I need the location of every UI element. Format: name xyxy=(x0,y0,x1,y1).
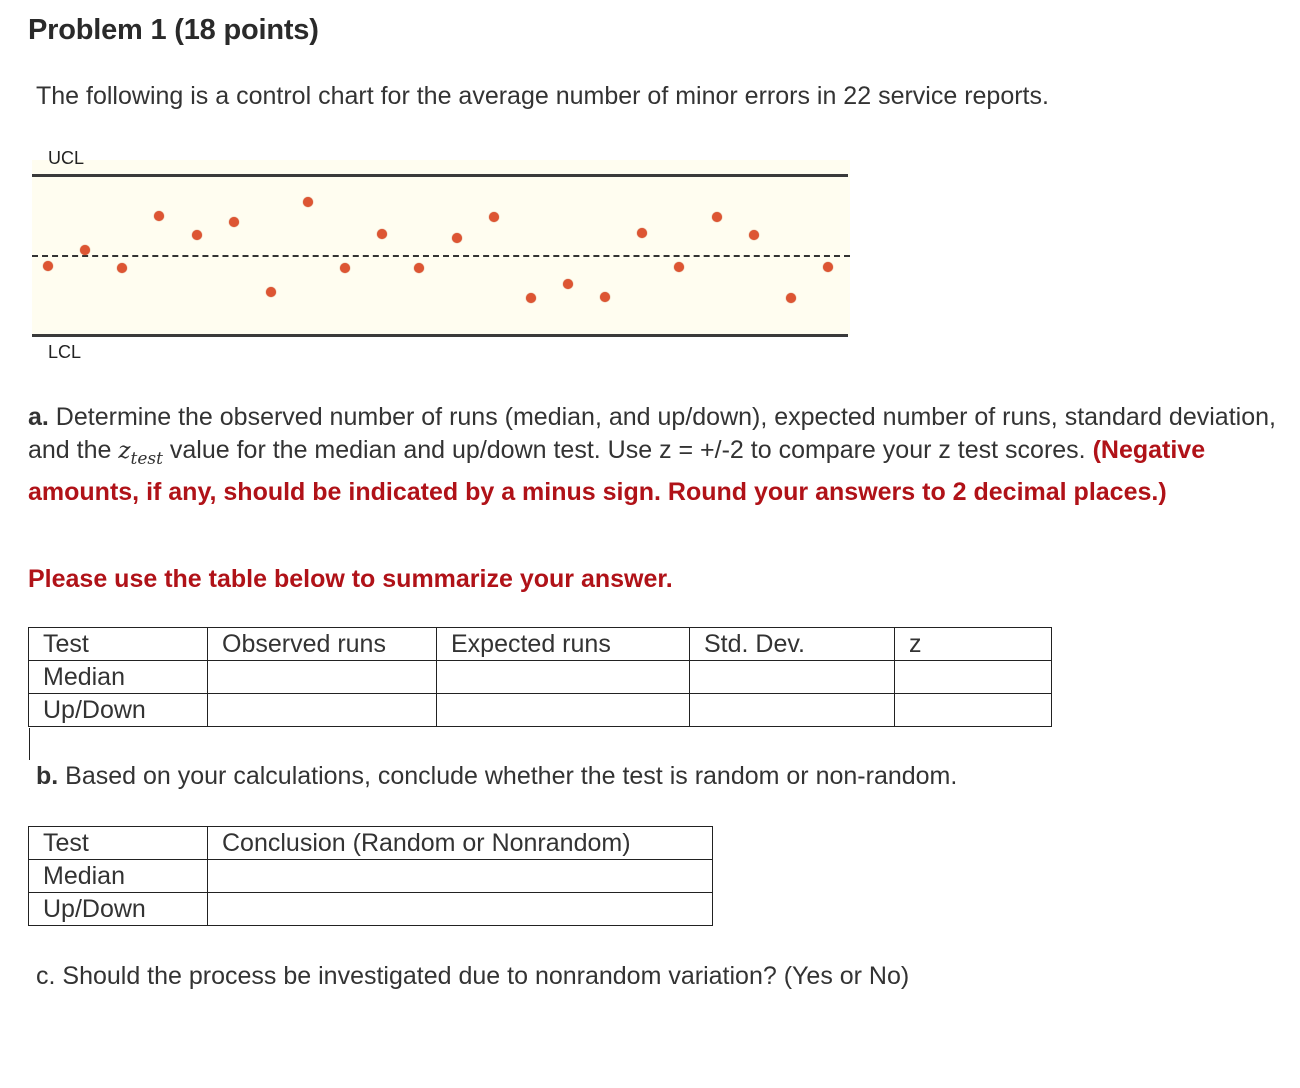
data-point xyxy=(192,230,202,240)
part-a-instruction: (Negative amounts, if any, should be indicated by a minus sign. Round your answers to 2 decimal places.) xyxy=(28,436,1206,506)
control-chart xyxy=(28,140,858,380)
data-point xyxy=(43,261,53,271)
part-c-question: c. Should the process be investigated due to nonrandom variation? (Yes or No) xyxy=(36,962,910,990)
runs-summary-table xyxy=(28,627,1052,727)
median-z-input[interactable] xyxy=(895,661,1052,694)
table-header-row xyxy=(29,827,713,860)
center-line xyxy=(32,255,850,257)
row-test-updown: Up/Down xyxy=(29,893,208,926)
problem-title: Problem 1 (18 points) xyxy=(28,14,319,46)
header-std-dev: Std. Dev. xyxy=(690,628,895,661)
data-point xyxy=(489,212,499,222)
updown-z-input[interactable] xyxy=(895,694,1052,727)
part-a-text-1: Determine the observed number of runs (median, and up/down), expected number of runs, standard deviation, and the xyxy=(28,403,1276,464)
header-test: Test xyxy=(29,827,208,860)
median-conclusion-input[interactable] xyxy=(208,860,713,893)
data-point xyxy=(749,230,759,240)
row-test-median: Median xyxy=(29,661,208,694)
part-a-text-2: value for the median and up/down test. Use z = +/-2 to compare your z test scores. xyxy=(162,436,1093,464)
text-cursor xyxy=(29,728,30,760)
data-point xyxy=(712,212,722,222)
row-test-updown: Up/Down xyxy=(29,694,208,727)
table-header-row xyxy=(29,628,1052,661)
updown-observed-input[interactable] xyxy=(208,694,437,727)
header-observed-runs: Observed runs xyxy=(208,628,437,661)
conclusion-table xyxy=(28,826,713,926)
median-stddev-input[interactable] xyxy=(690,661,895,694)
updown-stddev-input[interactable] xyxy=(690,694,895,727)
data-point xyxy=(786,293,796,303)
chart-background xyxy=(32,160,850,336)
data-point xyxy=(303,197,313,207)
z-test-symbol: $z_{test}$ xyxy=(118,438,163,469)
row-test-median: Median xyxy=(29,860,208,893)
header-test: Test xyxy=(29,628,208,661)
lcl-line xyxy=(32,334,848,337)
median-observed-input[interactable] xyxy=(208,661,437,694)
data-point xyxy=(452,233,462,243)
updown-expected-input[interactable] xyxy=(437,694,690,727)
part-a-label: a. xyxy=(28,403,49,431)
part-b-label: b. xyxy=(36,762,59,790)
part-a-question xyxy=(28,401,1288,509)
table-instruction: Please use the table below to summarize your answer. xyxy=(28,565,673,593)
data-point xyxy=(266,287,276,297)
median-expected-input[interactable] xyxy=(437,661,690,694)
part-b-text: Based on your calculations, conclude whether the test is random or non-random. xyxy=(58,762,958,790)
header-conclusion: Conclusion (Random or Nonrandom) xyxy=(208,827,713,860)
table-row xyxy=(29,661,1052,694)
table-row xyxy=(29,694,1052,727)
ucl-line xyxy=(32,174,848,177)
header-expected-runs: Expected runs xyxy=(437,628,690,661)
header-z: z xyxy=(895,628,1052,661)
updown-conclusion-input[interactable] xyxy=(208,893,713,926)
lcl-label: LCL xyxy=(48,342,82,362)
ucl-label: UCL xyxy=(48,148,85,168)
data-point xyxy=(80,245,90,255)
data-point xyxy=(563,279,573,289)
data-point xyxy=(229,217,239,227)
intro-text: The following is a control chart for the average number of minor errors in 22 service reports. xyxy=(36,82,1049,110)
table-row xyxy=(29,860,713,893)
part-b-question xyxy=(36,762,957,791)
table-row xyxy=(29,893,713,926)
data-point xyxy=(600,292,610,302)
